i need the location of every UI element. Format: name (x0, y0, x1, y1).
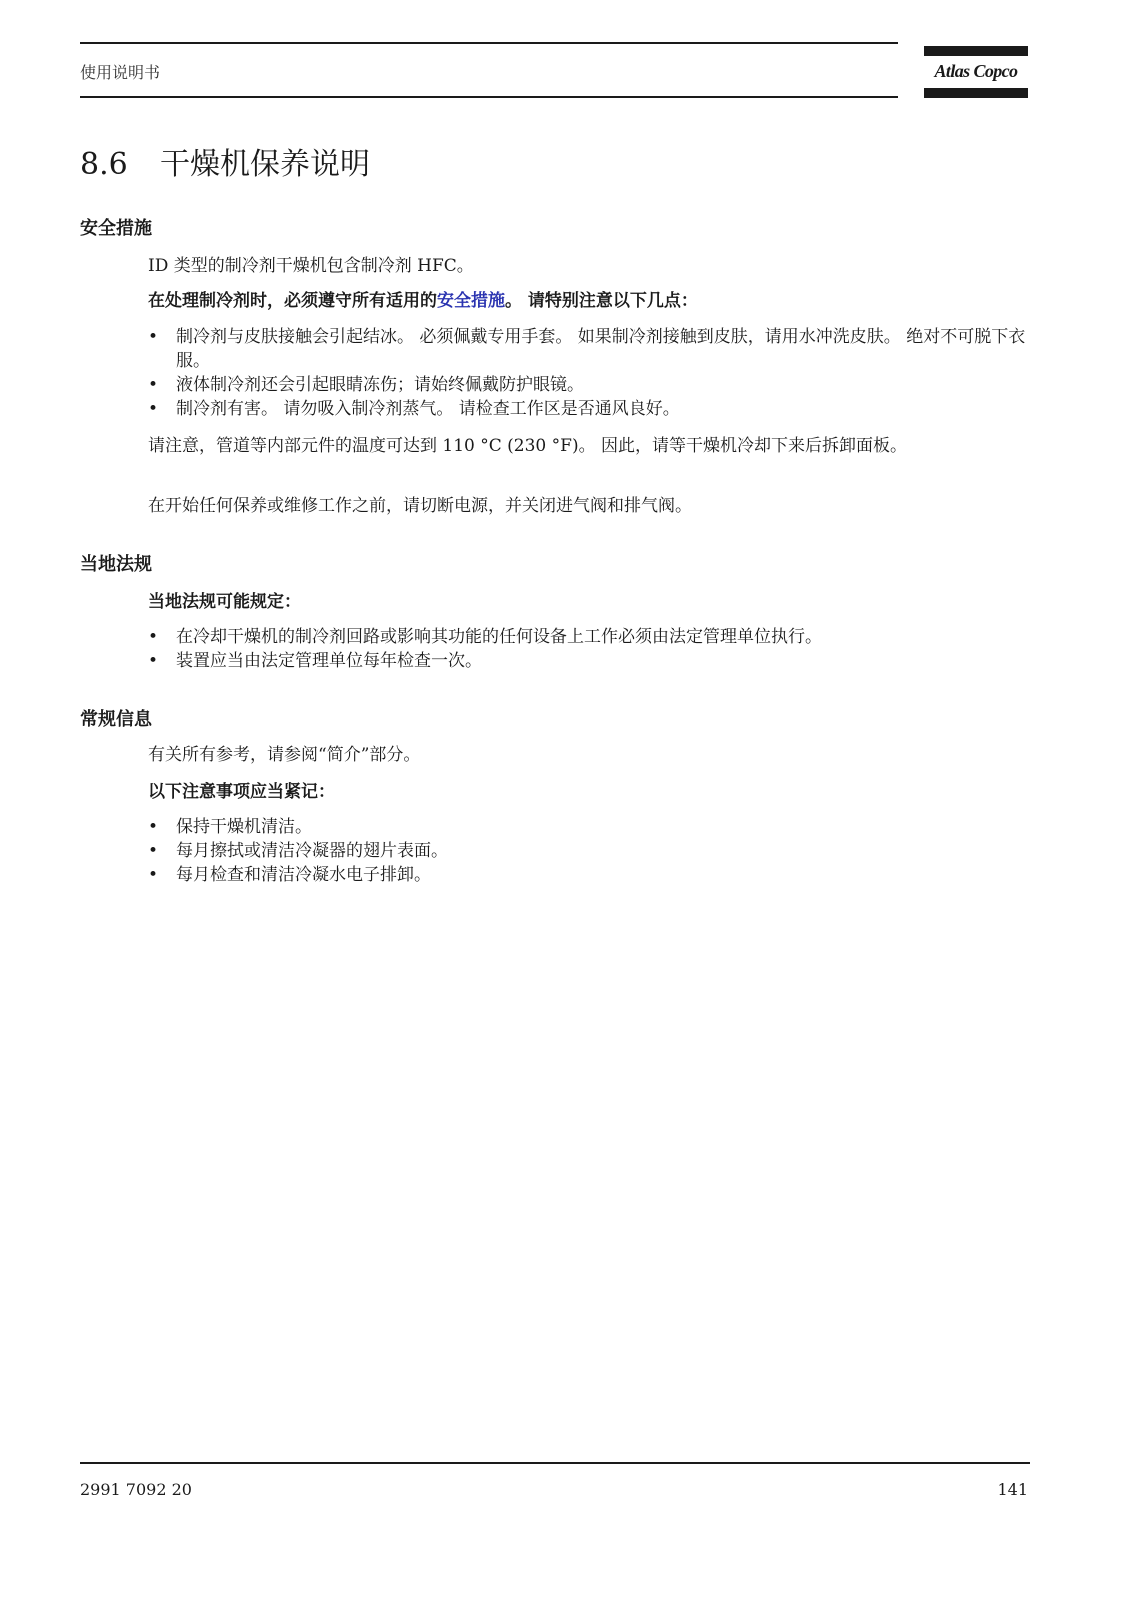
power-off-note: 在开始任何保养或维修工作之前，请切断电源，并关闭进气阀和排气阀。 (148, 496, 692, 516)
document-number: 2991 7092 20 (80, 1480, 192, 1499)
general-info-heading: 常规信息 (80, 709, 152, 730)
safety-intro: ID 类型的制冷剂干燥机包含制冷剂 HFC。 (148, 256, 474, 276)
logo-top-bar (924, 46, 1028, 56)
temperature-note: 请注意，管道等内部元件的温度可达到 110 °C (230 °F)。 因此，请等干燥机冷却下来后拆卸面板。 (148, 436, 907, 456)
local-bullet-list (148, 625, 1028, 673)
header-bottom-rule (80, 96, 898, 98)
logo-text: Atlas Copco (934, 61, 1018, 81)
list-item: • 装置应当由法定管理单位每年检查一次。 (148, 649, 1028, 673)
header-top-rule (80, 42, 898, 44)
list-item: • 在冷却干燥机的制冷剂回路或影响其功能的任何设备上工作必须由法定管理单位执行。 (148, 625, 1028, 649)
section-title-text: 干燥机保养说明 (160, 147, 370, 182)
page-number: 141 (997, 1480, 1028, 1499)
page-title (80, 143, 370, 187)
list-item: • 每月检查和清洁冷凝水电子排卸。 (148, 863, 1028, 887)
local-regulations-intro: 当地法规可能规定： (148, 592, 301, 612)
list-item: • 每月擦拭或清洁冷凝器的翅片表面。 (148, 839, 1028, 863)
safety-bullet-list (148, 325, 1028, 421)
safety-warning-after: 。 请特别注意以下几点： (505, 291, 698, 311)
list-item: • 制冷剂与皮肤接触会引起结冰。 必须佩戴专用手套。 如果制冷剂接触到皮肤，请用水冲洗皮肤。 绝对不可脱下衣服。 (148, 325, 1028, 373)
section-number: 8.6 (80, 147, 128, 182)
general-info-remember: 以下注意事项应当紧记： (148, 782, 335, 802)
footer-rule (80, 1462, 1030, 1464)
safety-warning (148, 289, 1028, 313)
list-item: • 保持干燥机清洁。 (148, 815, 1028, 839)
safety-measures-link[interactable]: 安全措施 (437, 291, 505, 311)
general-bullet-list (148, 815, 1028, 887)
local-regulations-heading: 当地法规 (80, 554, 152, 575)
logo-bottom-bar (924, 88, 1028, 98)
safety-heading: 安全措施 (80, 218, 152, 239)
safety-warning-before: 在处理制冷剂时，必须遵守所有适用的 (148, 291, 437, 311)
list-item: • 制冷剂有害。 请勿吸入制冷剂蒸气。 请检查工作区是否通风良好。 (148, 397, 1028, 421)
general-info-intro: 有关所有参考，请参阅“简介”部分。 (148, 745, 421, 765)
list-item: • 液体制冷剂还会引起眼睛冻伤；请始终佩戴防护眼镜。 (148, 373, 1028, 397)
atlas-copco-logo (924, 46, 1028, 98)
header-label: 使用说明书 (80, 63, 161, 82)
